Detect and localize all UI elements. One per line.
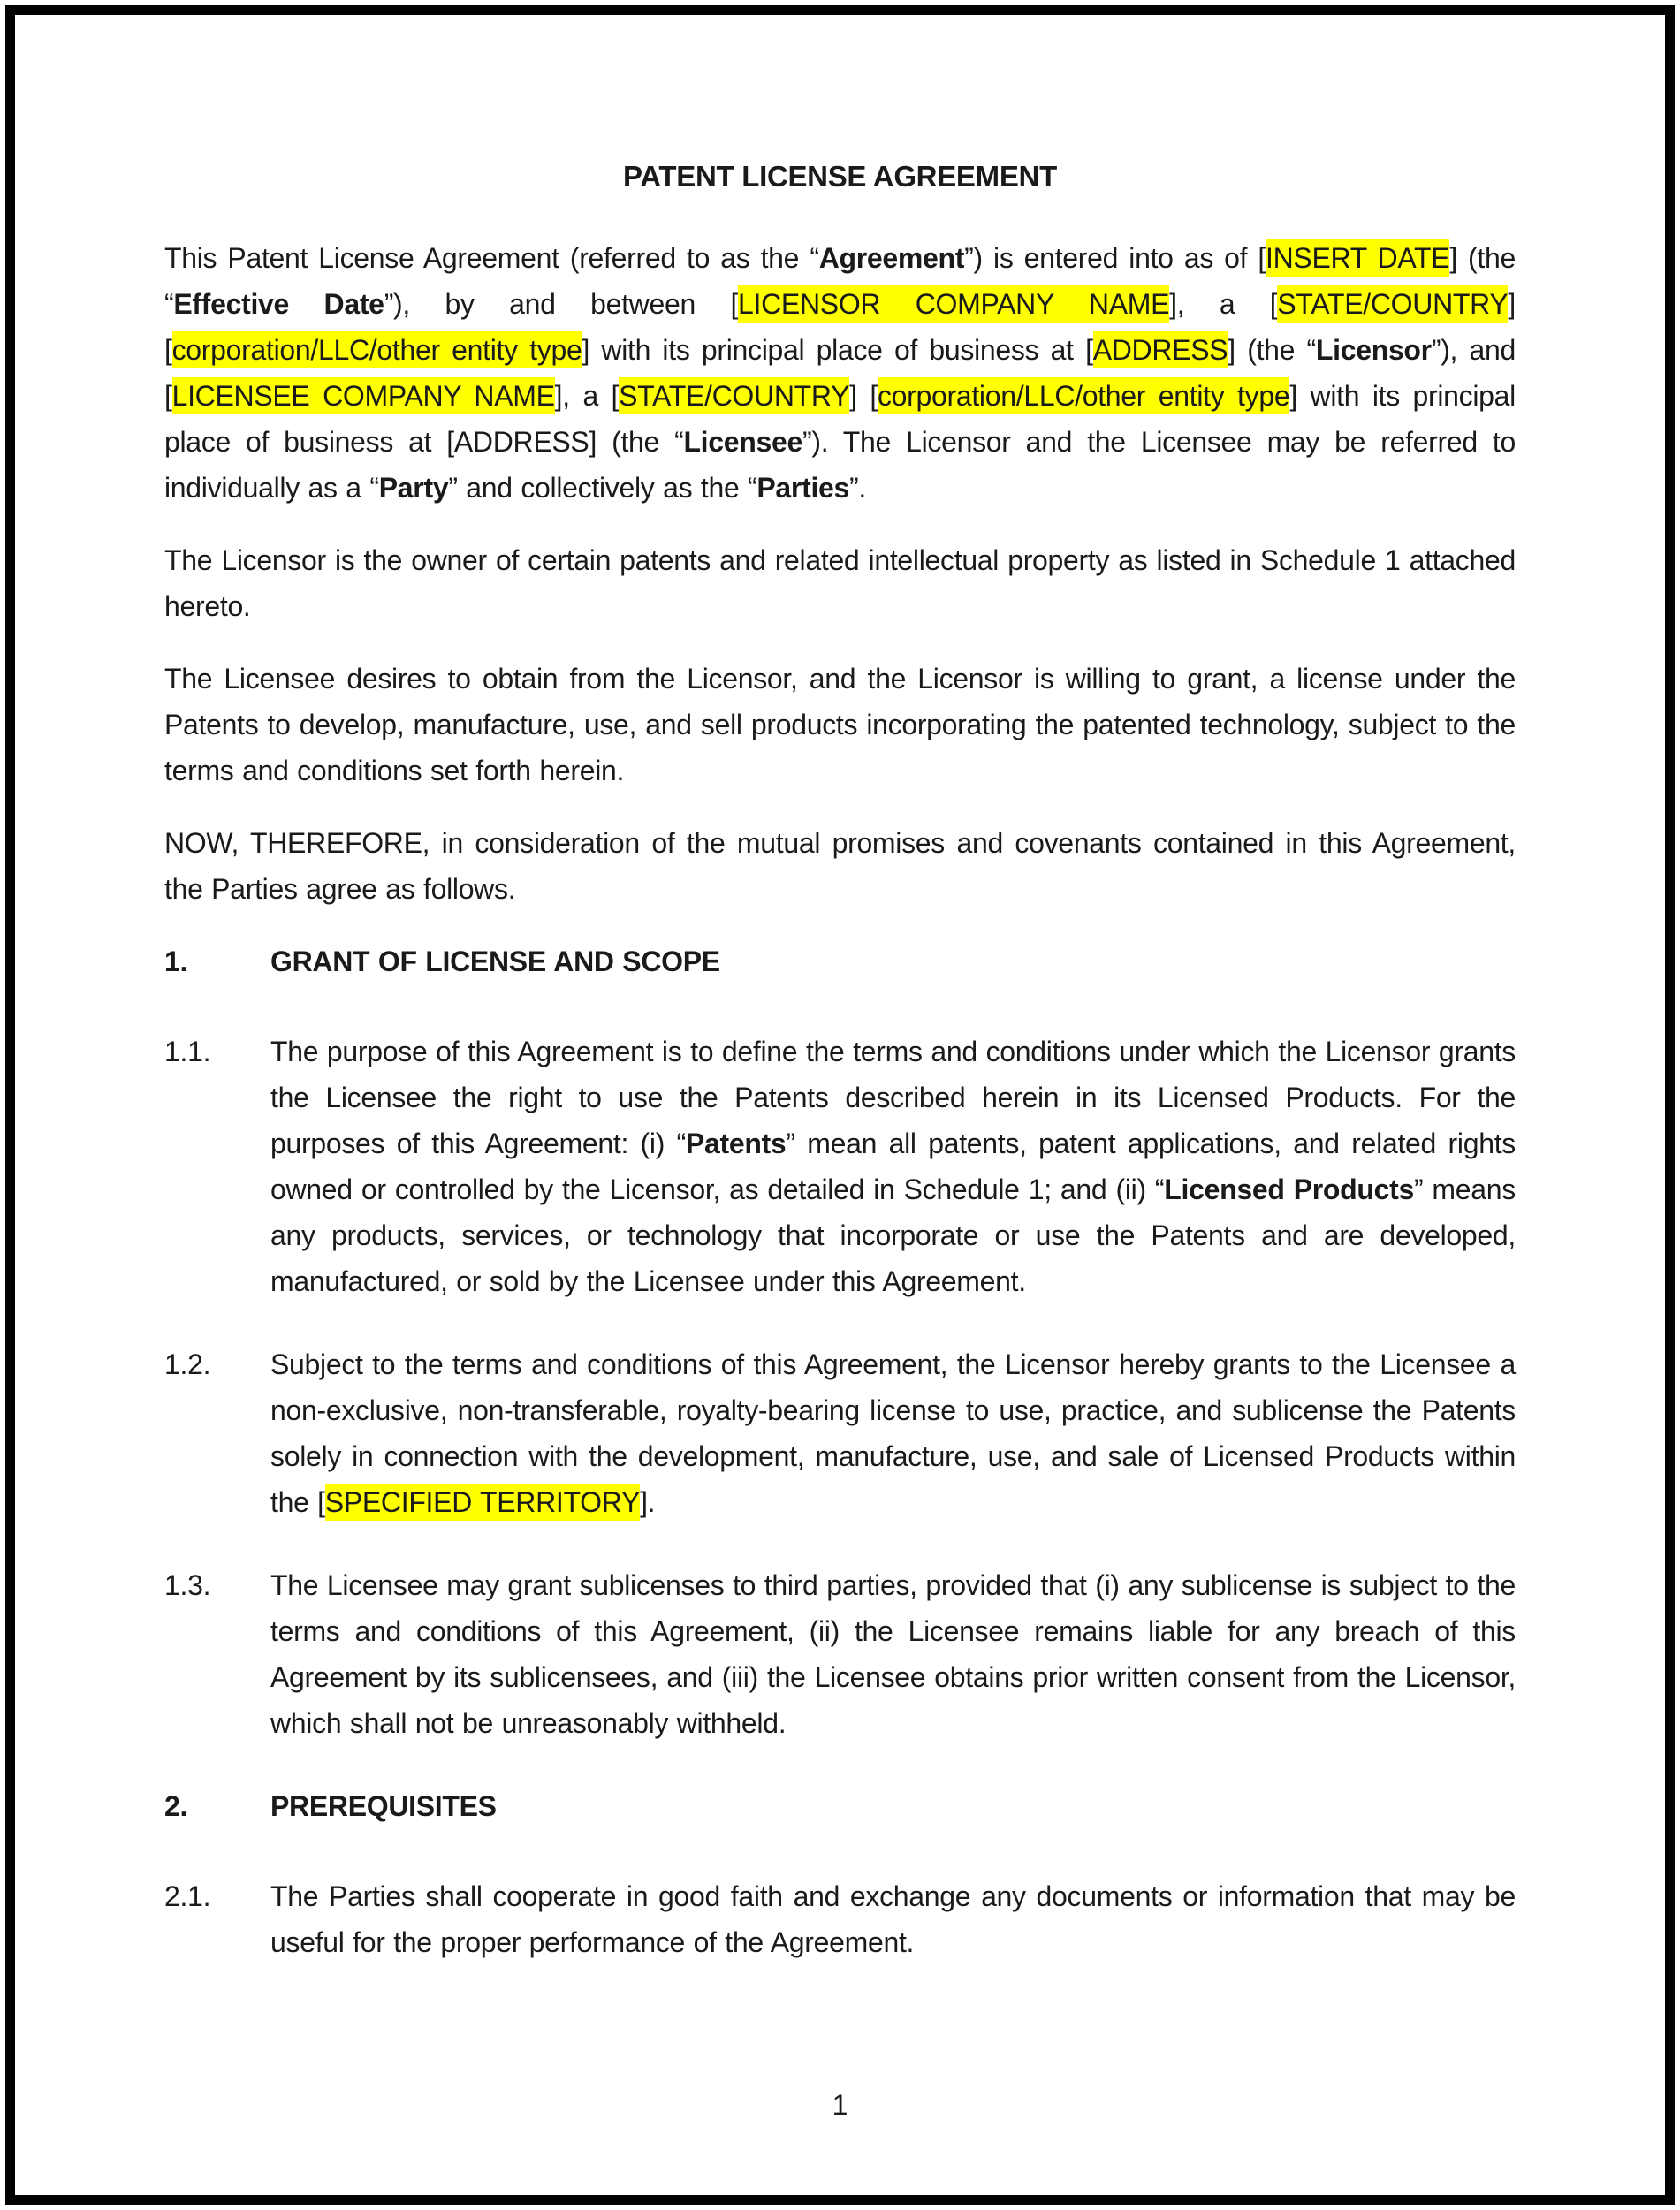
paragraph (164, 537, 1516, 629)
document-title: PATENT LICENSE AGREEMENT (623, 160, 1057, 193)
clause-number: 1. (164, 946, 188, 977)
paragraph (164, 235, 1516, 511)
text-run: Subject to the terms and conditions of this Agreement, the Licensor hereby grants to the Licensee a non-exclusive, non-transferable, royalty-bearing license to use, practice, and sublicense the Patents solely in connection with the development, manufacture, use, and sale of Licensed Products within the [ (270, 1348, 1516, 1518)
numbered-clause (164, 1029, 1516, 1304)
text-run: ” and collectively as the “ (448, 472, 757, 504)
paragraph-container (164, 235, 1516, 1965)
section-heading (164, 938, 1516, 984)
text-run: ” mean all patents, patent applications, and related rights owned or controlled by the Licensor, as detailed in Schedule 1; and (ii) “ (270, 1128, 1516, 1205)
text-run: ] with its principal place of business at [ (582, 334, 1093, 366)
paragraph (164, 656, 1516, 794)
numbered-clause (164, 1341, 1516, 1525)
section-heading (164, 1783, 1516, 1829)
text-run: ] [ (164, 288, 1516, 366)
text-run: ], a [ (554, 380, 620, 412)
text-run: PREREQUISITES (270, 1790, 497, 1822)
text-run: ”), by and between [ (384, 288, 739, 320)
text-run: ] with its principal place of business at [ADDRESS] (the “ (164, 380, 1516, 458)
paragraph (164, 820, 1516, 912)
clause-number: 1.3. (164, 1569, 211, 1601)
text-run: Effective Date (173, 288, 384, 320)
text-run: ], a [ (1169, 288, 1278, 320)
text-run: The purpose of this Agreement is to define the terms and conditions under which the Licensor grants the Licensee the right to use the Patents described herein in its Licensed Products. For the purposes of this Agreement: (i) “ (270, 1036, 1516, 1159)
text-run: ”) is entered into as of [ (964, 242, 1266, 274)
text-run: Agreement (818, 242, 965, 274)
text-run: ] (the “ (164, 242, 1516, 320)
clause-text (270, 1873, 1516, 1965)
text-run: ”. (849, 472, 866, 504)
text-run: ] [ (849, 380, 878, 412)
numbered-clause (164, 1873, 1516, 1965)
text-run: GRANT OF LICENSE AND SCOPE (270, 946, 720, 977)
text-run: The Licensor is the owner of certain patents and related intellectual property as listed in Schedule 1 attached hereto. (164, 544, 1516, 622)
highlighted-placeholder: LICENSOR COMPANY NAME (738, 285, 1169, 323)
text-run: Party (378, 472, 449, 504)
text-run: Licensed Products (1164, 1173, 1414, 1205)
highlighted-placeholder: SPECIFIED TERRITORY (325, 1484, 640, 1521)
clause-number: 1.2. (164, 1348, 211, 1380)
text-run: ” means any products, services, or technology that incorporate or use the Patents and are developed, manufactured, or sold by the Licensee under this Agreement. (270, 1173, 1516, 1297)
clause-text (270, 1783, 1516, 1829)
text-run: NOW, THEREFORE, in consideration of the mutual promises and covenants contained in this Agreement, the Parties agree as follows. (164, 827, 1516, 905)
text-run: This Patent License Agreement (referred to as the “ (164, 242, 819, 274)
clause-number: 2.1. (164, 1880, 211, 1912)
text-run: Parties (756, 472, 850, 504)
clause-number: 1.1. (164, 1036, 211, 1067)
text-run: ]. (640, 1486, 656, 1518)
text-run: Patents (685, 1128, 787, 1159)
highlighted-placeholder: ADDRESS (1093, 331, 1228, 368)
clause-text (270, 1562, 1516, 1746)
text-run: ] (the “ (1228, 334, 1316, 366)
highlighted-placeholder: corporation/LLC/other entity type (172, 331, 582, 368)
text-run: ”), and [ (164, 334, 1516, 412)
clause-text (270, 1341, 1516, 1525)
highlighted-placeholder: STATE/COUNTRY (1277, 285, 1508, 323)
text-run: Licensor (1315, 334, 1432, 366)
highlighted-placeholder: LICENSEE COMPANY NAME (172, 377, 555, 414)
highlighted-placeholder: corporation/LLC/other entity type (878, 377, 1289, 414)
page-number: 1 (832, 2089, 848, 2121)
clause-number: 2. (164, 1790, 188, 1822)
text-run: ”). The Licensor and the Licensee may be referred to individually as a “ (164, 426, 1516, 504)
highlighted-placeholder: INSERT DATE (1266, 239, 1449, 277)
text-run: The Licensee desires to obtain from the Licensor, and the Licensor is willing to grant, a license under the Patents to develop, manufacture, use, and sell products incorporating the patented technology, subject to the terms and conditions set forth herein. (164, 663, 1516, 786)
text-run: Licensee (683, 426, 803, 458)
highlighted-placeholder: STATE/COUNTRY (619, 377, 849, 414)
text-run: The Parties shall cooperate in good faith and exchange any documents or information that may be useful for the proper performance of the Agreement. (270, 1880, 1516, 1958)
text-run: The Licensee may grant sublicenses to third parties, provided that (i) any sublicense is subject to the terms and conditions of this Agreement, (ii) the Licensee remains liable for any breach of this Agreement by its sublicensees, and (iii) the Licensee obtains prior written consent from the Licensor, which shall not be unreasonably withheld. (270, 1569, 1516, 1739)
clause-text (270, 938, 1516, 984)
clause-text (270, 1029, 1516, 1304)
numbered-clause (164, 1562, 1516, 1746)
